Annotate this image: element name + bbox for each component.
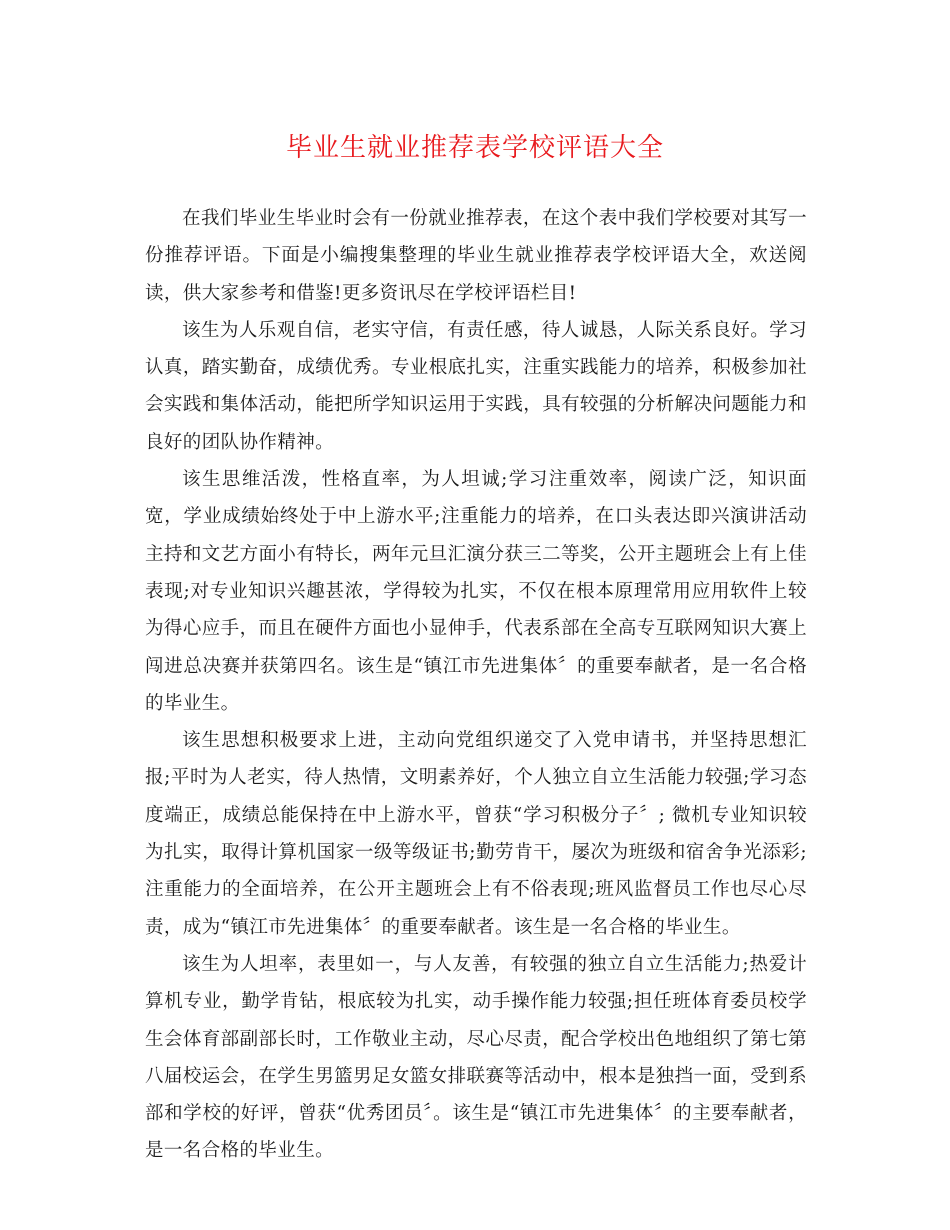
document-body <box>145 200 807 1170</box>
intro-paragraph: 在我们毕业生毕业时会有一份就业推荐表，在这个表中我们学校要对其写一份推荐评语。下面是小编搜集整理的毕业生就业推荐表学校评语大全，欢送阅读，供大家参考和借鉴!更多资讯尽在学校评语栏目! <box>145 208 807 304</box>
evaluation-paragraph-2: 该生思维活泼，性格直率，为人坦诚;学习注重效率，阅读广泛，知识面宽，学业成绩始终处于中上游水平;注重能力的培养，在口头表达即兴演讲活动主持和文艺方面小有特长，两年元旦汇演分获三二等奖，公开主题班会上有上佳表现;对专业知识兴趣甚浓，学得较为扎实，不仅在根本原理常用应用软件上较为得心应手，而且在硬件方面也小显伸手，代表系部在全高专互联网知识大赛上闯进总决赛并获第四名。该生是“镇江市先进集体〞的重要奉献者，是一名合格的毕业生。 <box>145 469 807 714</box>
evaluation-paragraph-4: 该生为人坦率，表里如一，与人友善，有较强的独立自立生活能力;热爱计算机专业，勤学肯钻，根底较为扎实，动手操作能力较强;担任班体育委员校学生会体育部副部长时，工作敬业主动，尽心尽责，配合学校出色地组织了第七第八届校运会，在学生男篮男足女篮女排联赛等活动中，根本是独挡一面，受到系部和学校的好评，曾获“优秀团员〞。该生是“镇江市先进集体〞的主要奉献者，是一名合格的毕业生。 <box>145 953 807 1162</box>
evaluation-paragraph-1: 该生为人乐观自信，老实守信，有责任感，待人诚恳，人际关系良好。学习认真，踏实勤奋，成绩优秀。专业根底扎实，注重实践能力的培养，积极参加社会实践和集体活动，能把所学知识运用于实践，具有较强的分析解决问题能力和良好的团队协作精神。 <box>145 319 807 453</box>
evaluation-paragraph-3: 该生思想积极要求上进，主动向党组织递交了入党申请书，并坚持思想汇报;平时为人老实，待人热情，文明素养好，个人独立自立生活能力较强;学习态度端正，成绩总能保持在中上游水平，曾获“学习积极分子〞; 微机专业知识较为扎实，取得计算机国家一级等级证书;勤劳肯干，屡次为班级和宿舍争光添彩;注重能力的全面培养，在公开主题班会上有不俗表现;班风监督员工作也尽心尽责，成为“镇江市先进集体〞的重要奉献者。该生是一名合格的毕业生。 <box>145 730 807 938</box>
document-title: 毕业生就业推荐表学校评语大全 <box>285 133 664 163</box>
